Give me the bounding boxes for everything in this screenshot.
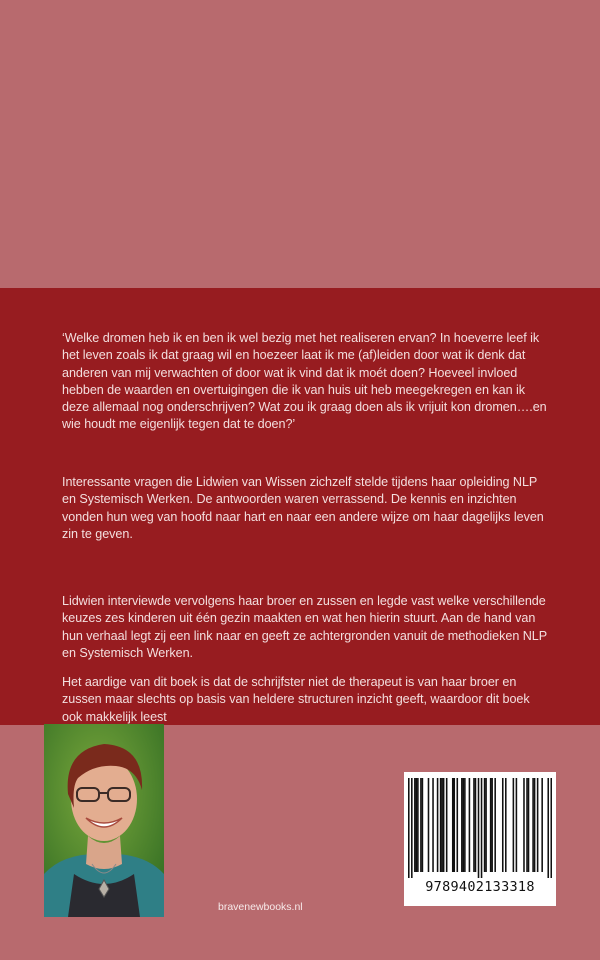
barcode-bar [441,778,443,872]
barcode-bar [414,778,416,872]
description-paragraph-1: Interessante vragen die Lidwien van Wissen zichzelf stelde tijdens haar opleiding NLP en Systemisch Werken. De antwoorden waren verrassend. De kennis en inzichten vonden hun weg van hoofd naar hart en naar een andere wijze om haar dagelijks leven zin te geven. [62,475,544,541]
barcode-bar [532,778,534,872]
barcode-bar [428,778,430,872]
barcode-bar [484,778,486,872]
barcode-bar [461,778,463,872]
barcode-bar [502,778,504,872]
barcode-bar [440,778,442,872]
barcode-bar [550,778,552,878]
barcode-bar [485,778,487,872]
barcode-bar [457,778,459,872]
barcode-bar [432,778,434,872]
barcode-bar [443,778,445,872]
barcode-bar [422,778,424,872]
barcode-bar [523,778,525,872]
barcode-bar [516,778,518,872]
barcode-bar [408,778,410,878]
barcode-bar [416,778,418,872]
barcode-bar [437,778,439,872]
barcode-bar [478,778,480,878]
publisher-url: bravenewbooks.nl [218,901,303,913]
barcode-bar [453,778,455,872]
barcode-bar [528,778,530,872]
barcode-bar [537,778,539,872]
intro-quote: ‘Welke dromen heb ik en ben ik wel bezig met het realiseren ervan? In hoeverre leef ik het leven zoals ik dat graag wil en hoezeer laat ik me (af)leiden door wat ik denk dat anderen van mij verwachten of door wat ik vind dat ik moét doen? Hoeveel invloed hebben de waarden en overtuigingen die ik van huis uit heb meegekregen en kan ik deze allemaal nog onderschrijven? Wat zou ik graag doen als ik vrijuit kon dromen….en wie houdt me eigenlijk tegen dat te doen?’ [62,331,547,432]
barcode-bar [547,778,549,878]
barcode-bar [491,778,493,872]
top-color-band [0,0,600,288]
barcode-bar [473,778,475,872]
barcode-bar [494,778,496,872]
barcode-bar [463,778,465,872]
barcode-bar [534,778,536,872]
barcode-bar [469,778,471,872]
barcode-bar [420,778,422,872]
barcode-bar [526,778,528,872]
author-photo [44,724,164,917]
barcode-bar [411,778,413,878]
author-portrait-illustration [44,724,164,917]
barcode-bar [475,778,477,872]
barcode-bar [505,778,507,872]
description-paragraph-3: Het aardige van dit boek is dat de schrijfster niet de therapeut is van haar broer en zussen maar slechts op basis van heldere structuren inzicht geeft, waardoor dit boek ook makkelijk leest [62,675,530,724]
isbn-number: 9789402133318 [425,879,535,895]
barcode-bar [417,778,419,872]
barcode-bar [490,778,492,872]
barcode-bar [464,778,466,872]
isbn-barcode [404,772,556,906]
description-paragraph-2: Lidwien interviewde vervolgens haar broer en zussen en legde vast welke verschillende keuzes zes kinderen uit één gezin maakten en wat hen hierin stuurt. Aan de hand van hun verhaal legt zij een link naar en geeft ze achtergronden vanuit de methodieken NLP en Systemisch Werken. [62,594,547,660]
barcode-bars [408,778,552,878]
barcode-bar [446,778,448,872]
barcode-bar [452,778,454,872]
barcode-bar [541,778,543,872]
barcode-bar [513,778,515,872]
barcode-bar [481,778,483,878]
